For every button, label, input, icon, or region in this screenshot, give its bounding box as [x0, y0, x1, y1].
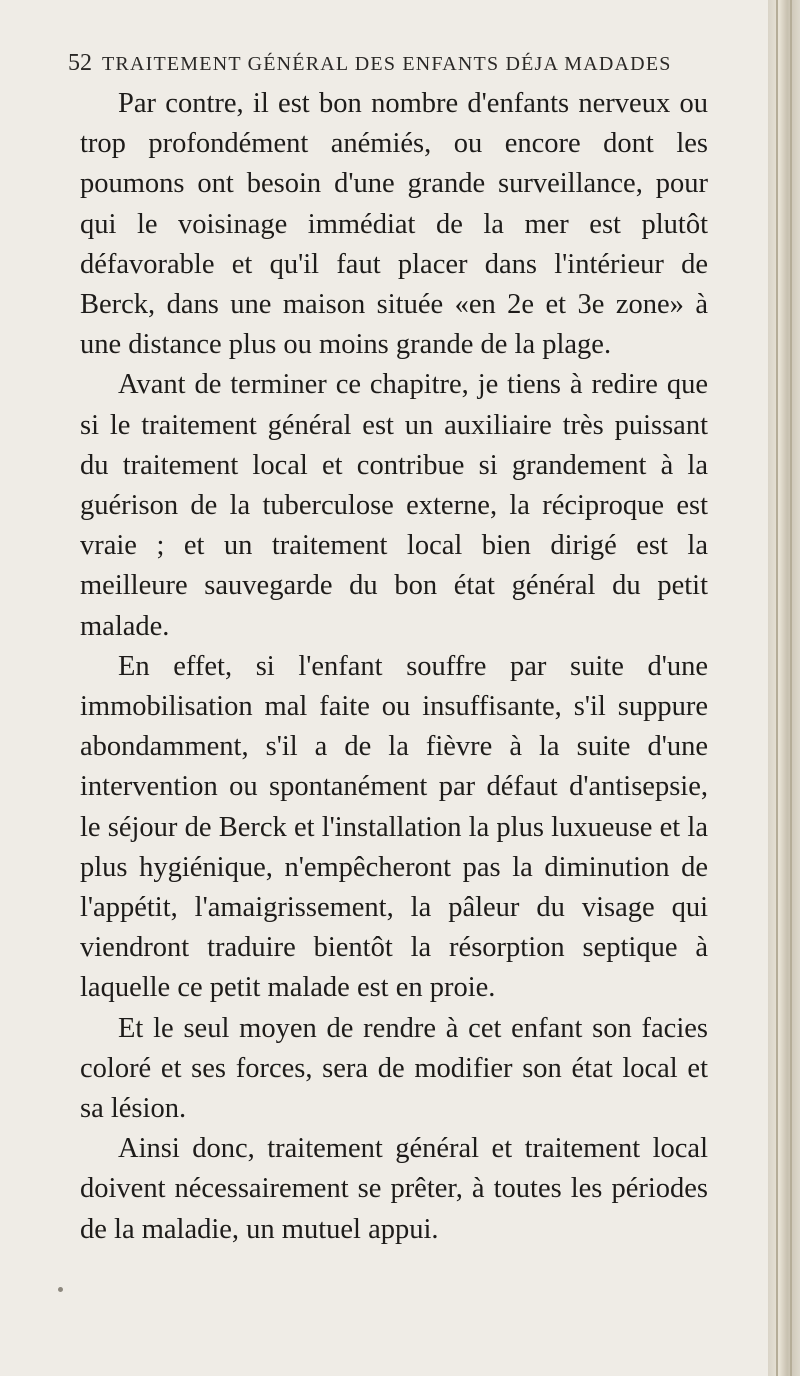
- paragraph: Et le seul moyen de rendre à cet enfant son facies coloré et ses forces, sera de modifier son état local et sa lésion.: [80, 1012, 708, 1125]
- running-title: TRAITEMENT GÉNÉRAL DES ENFANTS DÉJA MADADES: [102, 53, 672, 75]
- body-text: [80, 84, 708, 1250]
- page-edge: [768, 0, 800, 1376]
- edge-line: [776, 0, 778, 1376]
- paragraph: En effet, si l'enfant souffre par suite d'une immobilisation mal faite ou insuffisante, s'il suppure abondamment, s'il a de la fièvre à la suite d'une intervention ou spontanément par défaut d'antisepsie, le séjour de Berck et l'installation la plus luxueuse et la plus hygiénique, n'empêcheront pas la diminution de l'appétit, l'amaigrissement, la pâleur du visage qui viendront traduire bientôt la résorption septique à laquelle ce petit malade est en proie.: [80, 650, 708, 1004]
- paragraph: Ainsi donc, traitement général et traitement local doivent nécessairement se prêter, à toutes les périodes de la maladie, un mutuel appui.: [80, 1133, 708, 1245]
- running-header: [68, 50, 718, 77]
- speck-mark: [58, 1287, 63, 1292]
- page-number: 52: [68, 50, 92, 76]
- paragraph: Par contre, il est bon nombre d'enfants nerveux ou trop profondément anémiés, ou encore dont les poumons ont besoin d'une grande surveillance, pour qui le voisinage immédiat de la mer est plutôt défavorable et qu'il faut placer dans l'intérieur de Berck, dans une maison située «en 2e et 3e zone» à une distance plus ou moins grande de la plage.: [80, 88, 708, 361]
- paragraph: Avant de terminer ce chapitre, je tiens à redire que si le traitement général est un auxiliaire très puissant du traitement local et contribue si grandement à la guérison de la tuberculose externe, la réciproque est vraie ; et un traitement local bien dirigé est la meilleure sauvegarde du bon état général du petit malade.: [80, 369, 708, 642]
- edge-line: [790, 0, 792, 1376]
